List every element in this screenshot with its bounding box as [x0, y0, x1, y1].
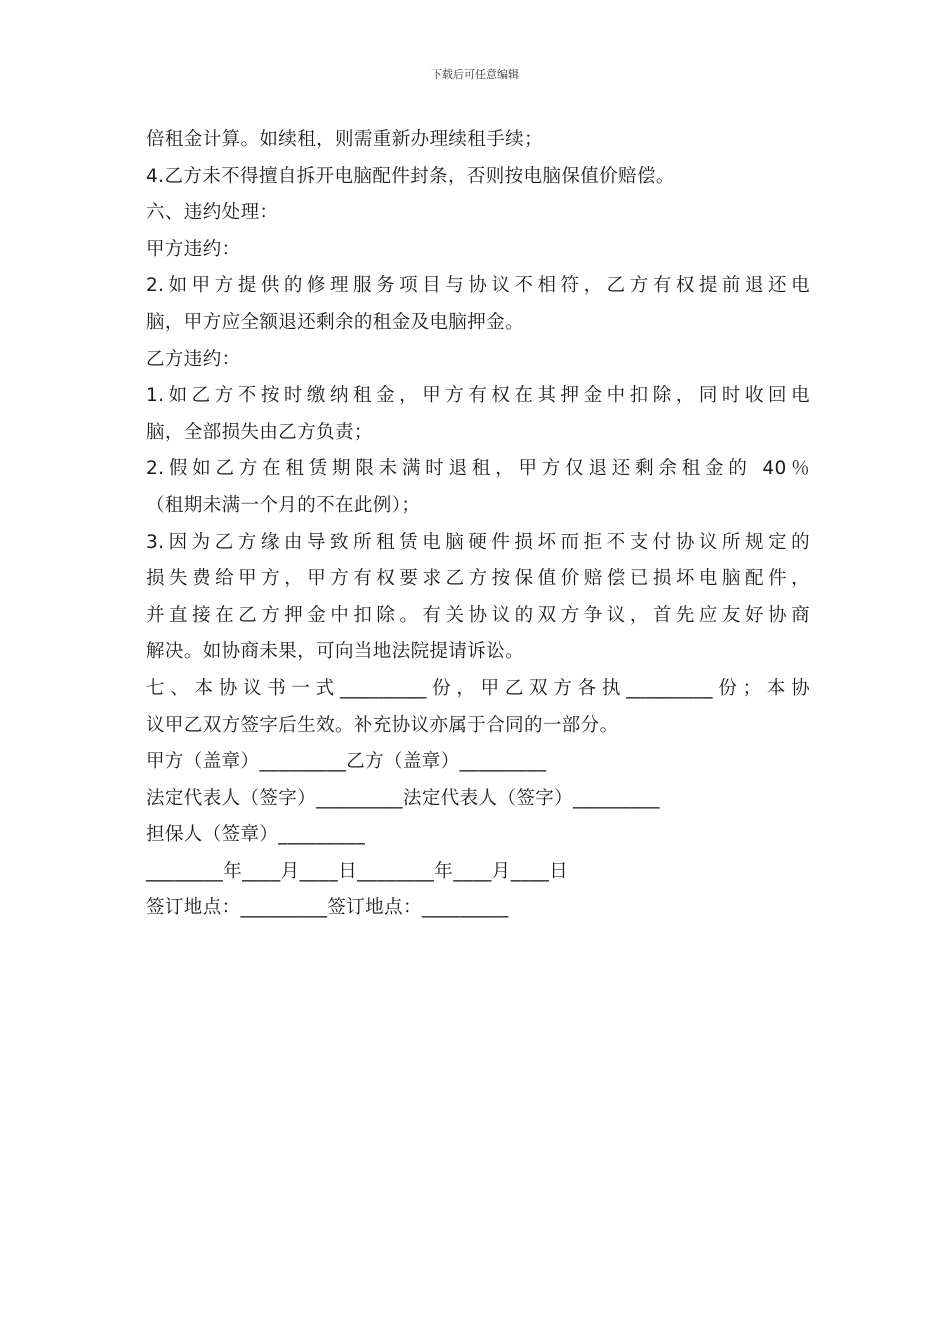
subsection-heading: 甲方违约：	[146, 238, 241, 260]
signature-line-guarantor: 担保人（签章）_________	[146, 824, 366, 846]
subsection-heading: 乙方违约：	[146, 348, 241, 370]
text-line: 4.乙方未不得擅自拆开电脑配件封条，否则按电脑保值价赔偿。	[146, 165, 675, 187]
text-line: 并直接在乙方押金中扣除。有关协议的双方争议，首先应友好协商	[146, 604, 810, 626]
text-line: 倍租金计算。如续租，则需重新办理续租手续；	[146, 129, 543, 150]
text-line: 损失费给甲方，甲方有权要求乙方按保值价赔偿已损坏电脑配件，	[146, 568, 810, 590]
text-line: 2.如甲方提供的修理服务项目与协议不相符，乙方有权提前退还电	[146, 275, 810, 297]
text-line: 解决。如协商未果，可向当地法院提请诉讼。	[146, 641, 525, 663]
text-line: 2.假如乙方在租赁期限未满时退租，甲方仅退还剩余租金的 40％	[146, 458, 810, 480]
section-heading: 六、违约处理：	[146, 202, 279, 224]
text-line: 七、本协议书一式_________份，甲乙双方各执_________份；本协	[146, 677, 810, 699]
document-body	[146, 122, 810, 927]
signature-line-representative: 法定代表人（签字）_________法定代表人（签字）_________	[146, 787, 660, 809]
text-line: 脑，甲方应全额退还剩余的租金及电脑押金。	[146, 311, 525, 333]
text-line: 议甲乙双方签字后生效。补充协议亦属于合同的一部分。	[146, 714, 619, 736]
signature-line-seal: 甲方（盖章）_________乙方（盖章）_________	[146, 751, 547, 773]
text-line: （租期未满一个月的不在此例）；	[146, 494, 421, 516]
text-line: 3.因为乙方缘由导致所租赁电脑硬件损坏而拒不支付协议所规定的	[146, 531, 810, 553]
date-line: ________年____月____日________年____月____日	[146, 860, 569, 882]
text-line: 脑，全部损失由乙方负责；	[146, 421, 373, 443]
location-line: 签订地点：_________签订地点：_________	[146, 897, 509, 919]
page-header: 下载后可任意编辑	[431, 68, 519, 81]
text-line: 1.如乙方不按时缴纳租金，甲方有权在其押金中扣除，同时收回电	[146, 385, 810, 407]
